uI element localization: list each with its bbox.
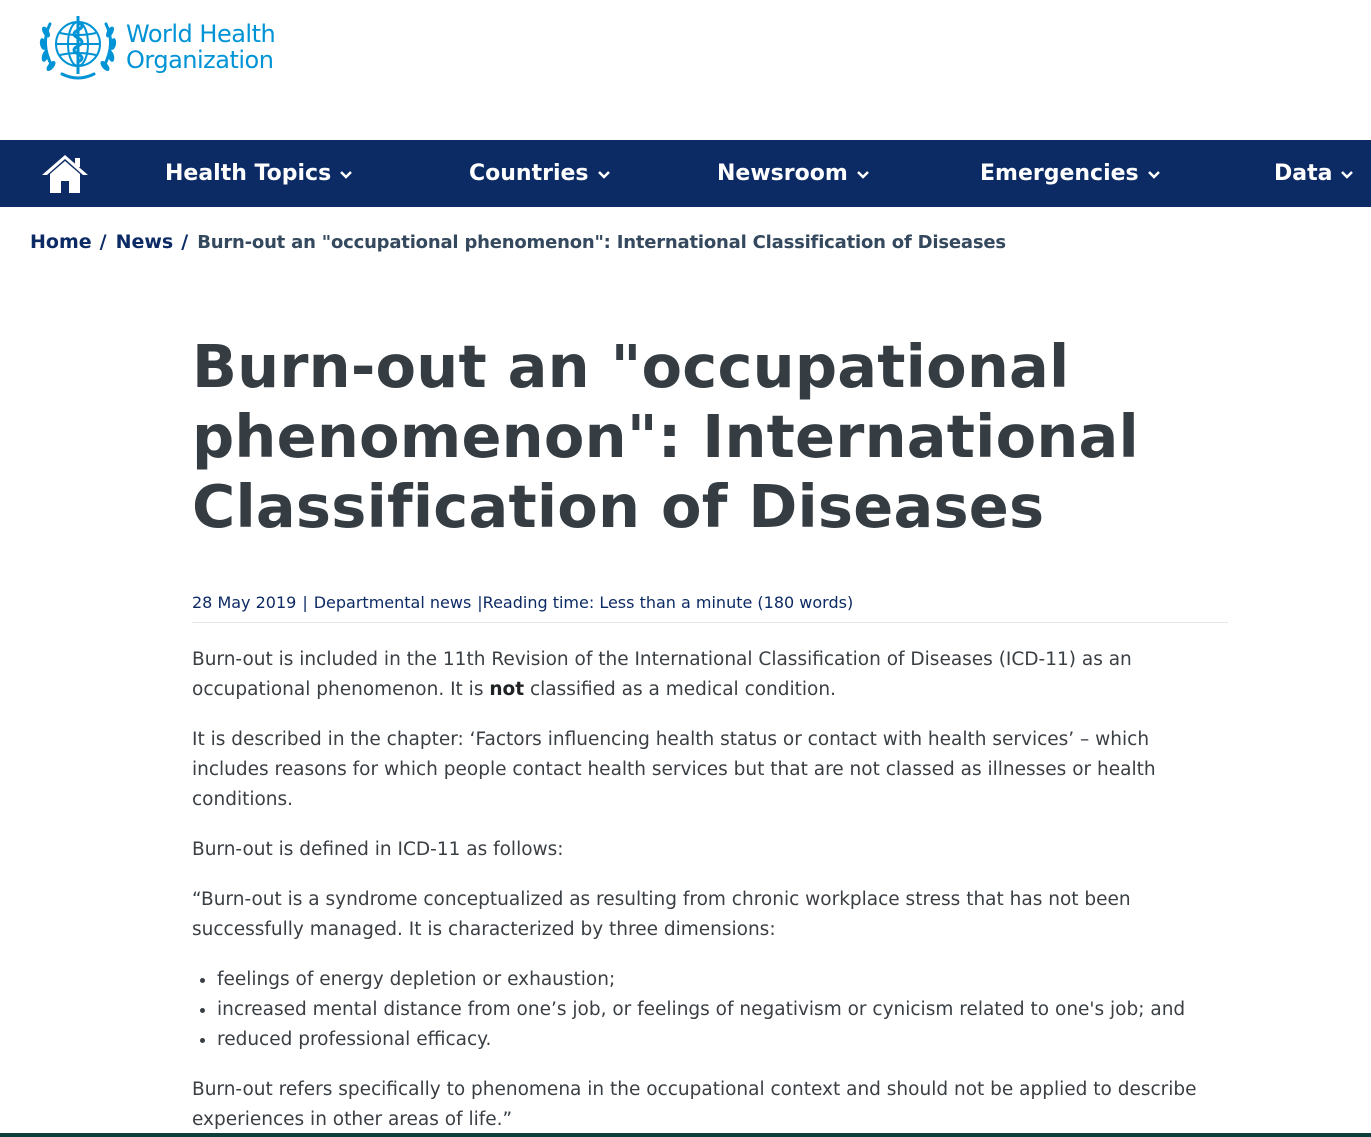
nav-label: Countries: [469, 161, 589, 186]
list-item: • increased mental distance from one’s job, or feelings of negativism or cynicism related to one's job; and: [217, 995, 1222, 1025]
list-item: • feelings of energy depletion or exhaustion;: [217, 965, 1222, 995]
who-logo[interactable]: [36, 8, 275, 86]
article-paragraph: [192, 645, 1222, 705]
article-category-link[interactable]: Departmental news: [313, 593, 472, 612]
nav-label: Emergencies: [980, 161, 1139, 186]
article-paragraph: “Burn-out is a syndrome conceptualized as resulting from chronic workplace stress that has not been successfully managed. It is characterized by three dimensions:: [192, 889, 1131, 940]
chevron-down-icon: [597, 161, 611, 186]
breadcrumb-current: Burn-out an "occupational phenomenon": International Classification of Diseases: [197, 232, 1006, 253]
chevron-down-icon: [1147, 161, 1161, 186]
breadcrumb-home[interactable]: Home: [30, 231, 92, 253]
article-meta: [192, 593, 1228, 623]
list-item: • reduced professional efficacy.: [217, 1025, 1222, 1055]
nav-label: Data: [1274, 161, 1333, 186]
nav-emergencies[interactable]: [980, 140, 1161, 207]
article-paragraph: Burn-out is defined in ICD-11 as follows:: [192, 839, 564, 860]
breadcrumb-separator: /: [99, 231, 107, 253]
meta-separator: |: [302, 593, 308, 612]
nav-newsroom[interactable]: [717, 140, 870, 207]
chevron-down-icon: [856, 161, 870, 186]
nav-label: Health Topics: [165, 161, 332, 186]
main-navbar: [0, 140, 1371, 207]
nav-health-topics[interactable]: [165, 140, 353, 207]
article-paragraph: It is described in the chapter: ‘Factors influencing health status or contact with health services’ – which includes reasons for which people contact health services but that are not classed as illnesses or health conditions.: [192, 729, 1156, 810]
paragraph-text: Burn-out is included in the 11th Revision of the International Classification of Diseases (ICD-11) as an occupational phenomenon. It is: [192, 649, 1132, 700]
breadcrumb-news[interactable]: News: [115, 231, 174, 253]
meta-separator: |: [477, 593, 483, 612]
emphasis-text: not: [489, 679, 525, 700]
page-title: Burn-out an "occupational phenomenon": International Classification of Diseases: [192, 332, 1139, 541]
paragraph-text: classified as a medical condition.: [524, 679, 836, 700]
who-wordmark: [126, 21, 275, 73]
breadcrumb-separator: /: [181, 231, 189, 253]
chevron-down-icon: [339, 161, 353, 186]
nav-home-button[interactable]: [40, 153, 90, 195]
home-icon: [40, 180, 90, 199]
nav-countries[interactable]: [469, 140, 611, 207]
chevron-down-icon: [1340, 161, 1354, 186]
nav-label: Newsroom: [717, 161, 848, 186]
reading-time: Reading time: Less than a minute (180 words): [482, 593, 854, 612]
who-emblem-icon: [36, 8, 120, 86]
article-date: 28 May 2019: [192, 593, 297, 612]
logo-line2: Organization: [126, 46, 274, 74]
nav-data[interactable]: [1274, 140, 1354, 207]
article-body: [192, 645, 1222, 1137]
breadcrumb: [30, 231, 1006, 253]
bottom-border: [0, 1133, 1371, 1137]
logo-line1: World Health: [126, 20, 276, 48]
dimensions-list: [192, 965, 1222, 1055]
article-paragraph: Burn-out refers specifically to phenomena in the occupational context and should not be applied to describe experiences in other areas of life.”: [192, 1079, 1197, 1130]
